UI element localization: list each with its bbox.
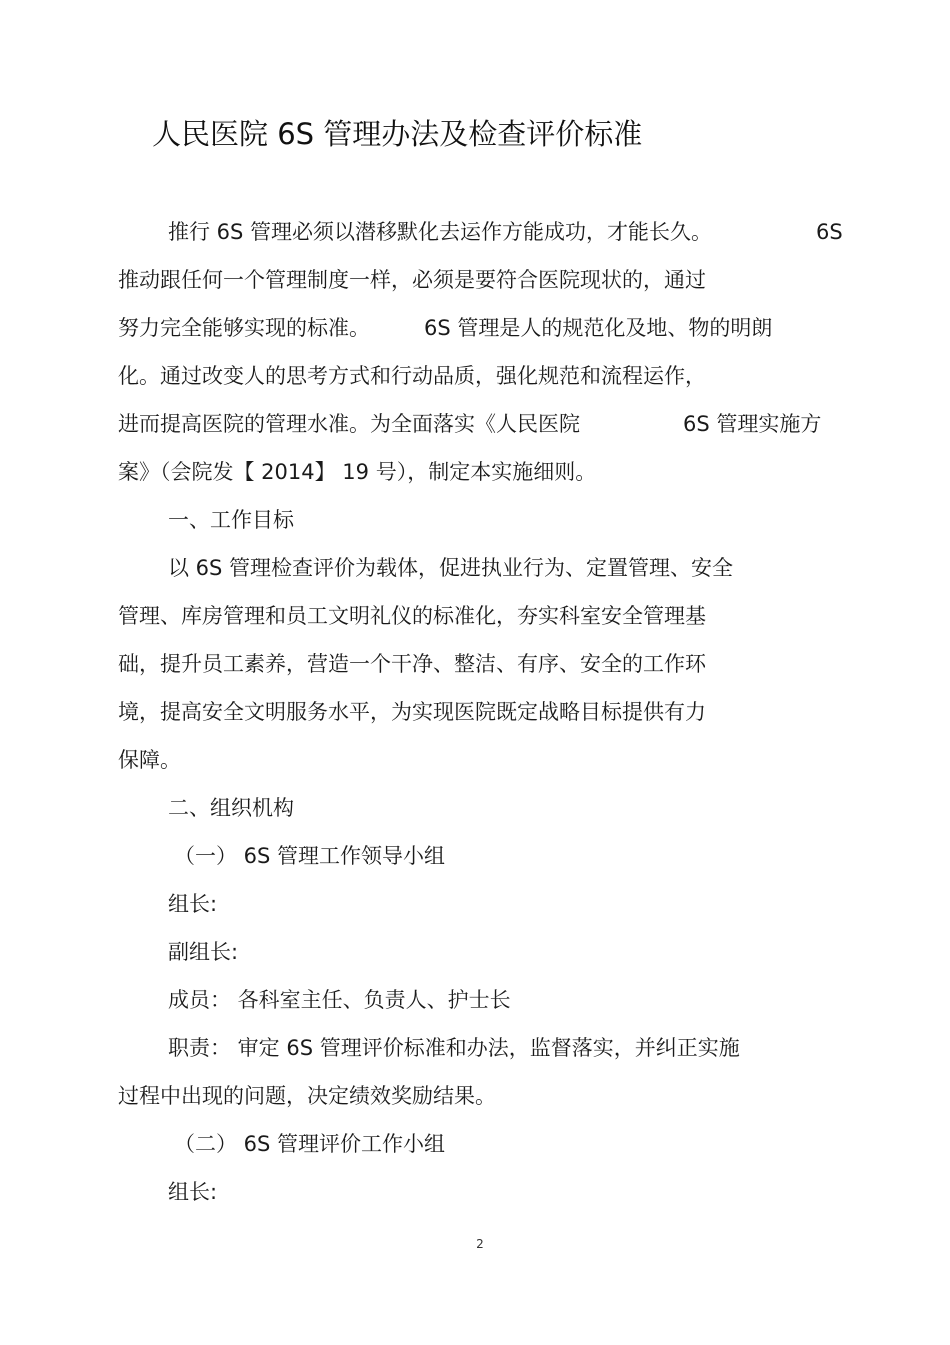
section-heading: 二、组织机构 — [168, 796, 294, 820]
paragraph-line: 以 6S 管理检查评价为载体，促进执业行为、定置管理、安全 — [168, 556, 734, 580]
paragraph-line: 推动跟任何一个管理制度一样，必须是要符合医院现状的，通过 — [118, 268, 706, 292]
paragraph-line: 管理、库房管理和员工文明礼仪的标准化，夯实科室安全管理基 — [118, 604, 706, 628]
paragraph-line: 化。通过改变人的思考方式和行动品质，强化规范和流程运作， — [118, 364, 706, 388]
paragraph-line: 案》（会院发【 2014】 19 号），制定本实施细则。 — [118, 460, 597, 484]
paragraph-line: 组长: — [168, 1180, 218, 1204]
paragraph-line: 境，提高安全文明服务水平，为实现医院既定战略目标提供有力 — [118, 700, 706, 724]
paragraph-line: 职责： 审定 6S 管理评价标准和办法，监督落实，并纠正实施 — [168, 1036, 740, 1060]
paragraph-line: 6S 管理实施方 — [683, 412, 822, 436]
paragraph-line: 保障。 — [118, 748, 181, 772]
document-title: 人民医院 6S 管理办法及检查评价标准 — [152, 117, 643, 151]
subsection-heading: （一） 6S 管理工作领导小组 — [174, 844, 446, 868]
paragraph-line: 过程中出现的问题，决定绩效奖励结果。 — [118, 1084, 496, 1108]
paragraph-line: 组长: — [168, 892, 218, 916]
paragraph-line: 推行 6S 管理必须以潜移默化去运作方能成功，才能长久。 — [168, 220, 713, 244]
subsection-heading: （二） 6S 管理评价工作小组 — [174, 1132, 446, 1156]
page-number: 2 — [476, 1237, 484, 1251]
paragraph-line: 础，提升员工素养，营造一个干净、整洁、有序、安全的工作环 — [118, 652, 706, 676]
paragraph-line: 6S 管理是人的规范化及地、物的明朗 — [424, 316, 773, 340]
paragraph-line: 成员： 各科室主任、负责人、护士长 — [168, 988, 511, 1012]
paragraph-line: 进而提高医院的管理水准。为全面落实《人民医院 — [118, 412, 580, 436]
section-heading: 一、工作目标 — [168, 508, 294, 532]
paragraph-line: 努力完全能够实现的标准。 — [118, 316, 370, 340]
paragraph-line: 6S — [816, 220, 843, 244]
paragraph-line: 副组长: — [168, 940, 239, 964]
